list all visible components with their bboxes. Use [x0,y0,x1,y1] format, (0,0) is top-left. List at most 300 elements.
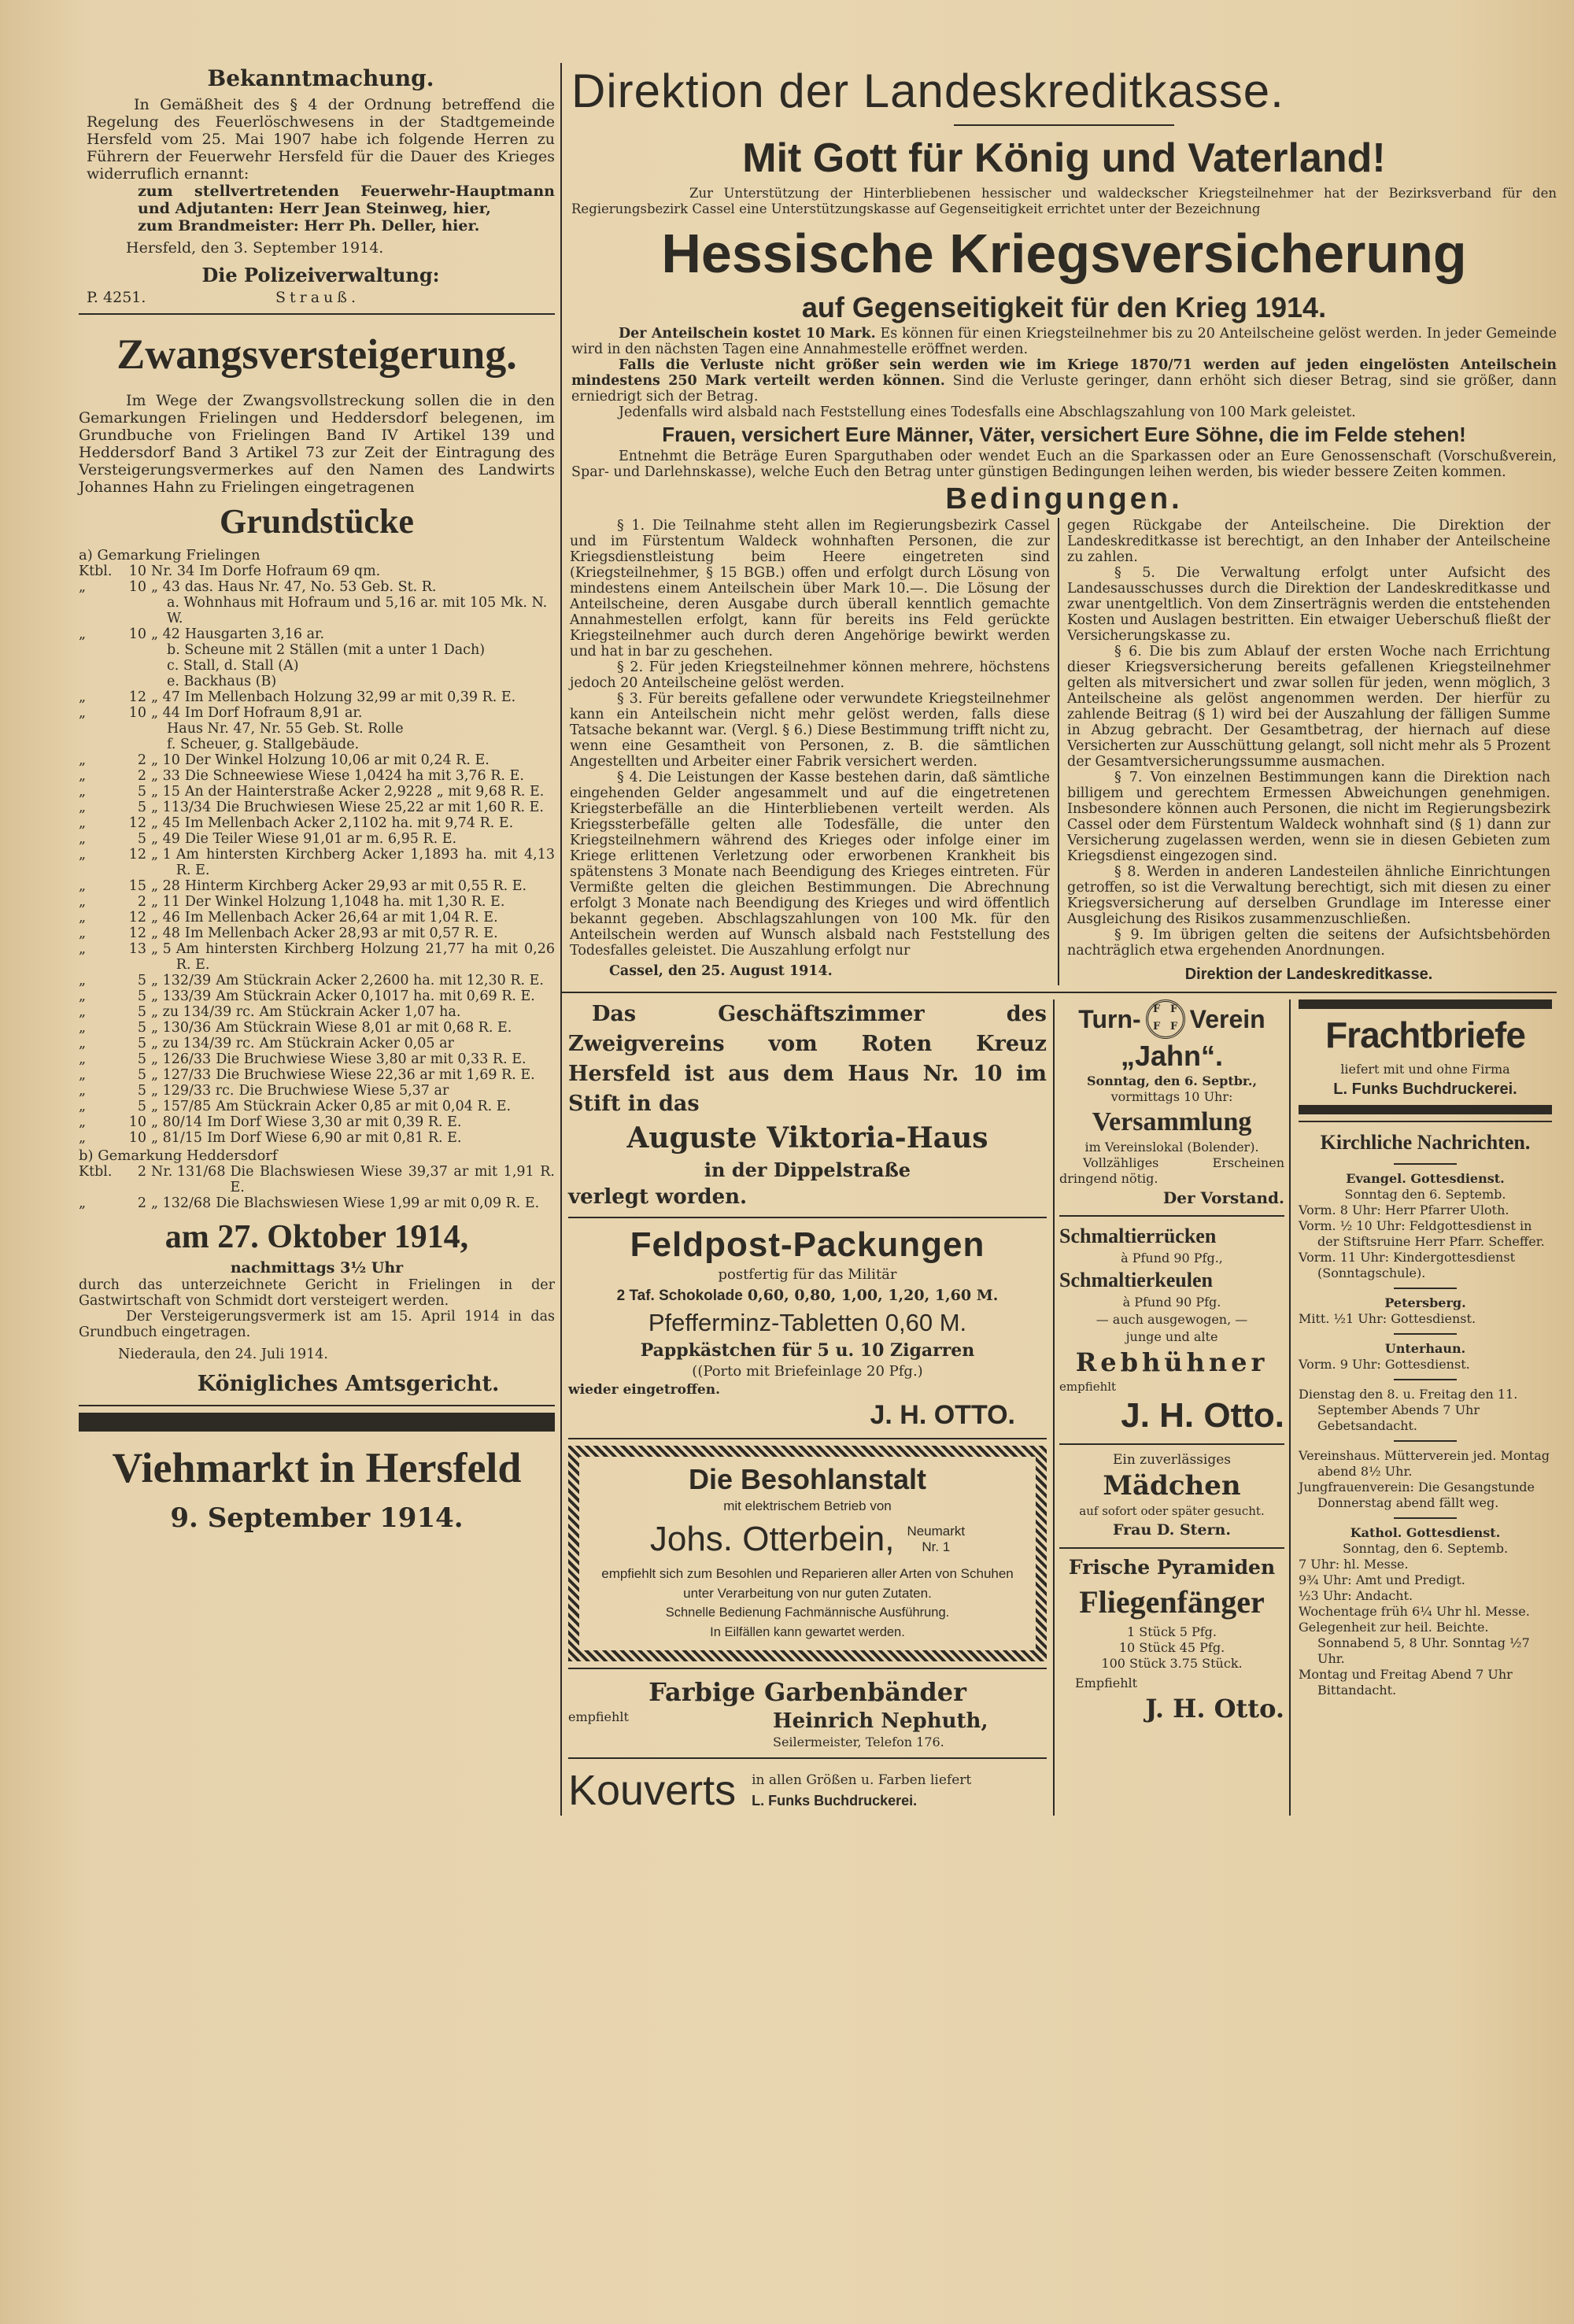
property-description: Im Mellenbach Acker 2,1102 ha. mit 9,74 R. E. [184,815,514,831]
divider [1394,1333,1457,1335]
address-street: Neumarkt [907,1524,966,1539]
property-ditto: „ [79,626,87,642]
divider [1394,1440,1457,1442]
property-entry [79,1083,555,1099]
conditions-right-column [1059,518,1557,985]
section-heading: b) Gemarkung Heddersdorf [79,1147,278,1164]
divider [1299,1121,1552,1122]
club-title-left: Turn- [1078,1005,1141,1033]
paragraph: Es können für einen Kriegsteilnehmer bis zu 20 Anteilscheine gelöst werden. In jeder Gemeinde wird in den nächsten Tagen eine Annahmestelle eröffnet werden. [571,326,1557,357]
paragraph: Jedenfalls wird alsbald nach Feststellung eines Todesfalls eine Abschlagszahlung von 100 Mark geleistet. [619,405,1356,420]
divider [1059,1443,1284,1445]
signature: Strauß. [275,289,360,306]
property-entry [79,1020,555,1036]
property-sub-item: c. Stall, d. Stall (A) [167,658,299,674]
property-map-sheet: 5 [137,1036,146,1051]
feldpost-title: Feldpost-Packungen [630,1225,985,1264]
property-ditto: „ [79,815,87,831]
property-map-sheet: 13 [128,941,146,957]
property-description: Die Bruchwiese Wiese 3,80 ar mit 0,33 R. E. [216,1051,527,1067]
war-insurance-notice [562,63,1557,518]
maid-intro: Ein zuverlässiges [1112,1452,1232,1468]
property-ditto: „ [79,1130,87,1146]
divider [568,1438,1047,1439]
divider [79,313,555,315]
property-ditto: „ [79,941,87,957]
auction-time: nachmittags 3½ Uhr [230,1259,404,1277]
property-description: Im Dorf Wiese 6,90 ar mit 0,81 R. E. [207,1130,462,1146]
property-map-sheet: 5 [137,800,146,815]
appeal: Frauen, versichert Eure Männer, Väter, versichert Eure Söhne, die im Felde stehen! [662,423,1466,446]
game-price: à Pfund 90 Pfg., [1121,1251,1223,1265]
game-note: junge und alte [1125,1329,1218,1344]
divider [568,1668,1047,1669]
property-list [79,563,555,1146]
appointment: zum Brandmeister: Herr Ph. Deller, hier. [138,217,480,235]
property-entry [79,878,555,894]
property-ditto: „ [79,800,87,815]
property-description: Am Stückrain Acker 1,07 ha. [259,1004,461,1020]
court-signature: Königliches Amtsgericht. [197,1372,500,1396]
chocolate-prices: 0,60, 0,80, 1,00, 1,20, 1,60 M. [747,1287,999,1304]
property-sub-item: Haus Nr. 47, Nr. 55 Geb. St. Rolle [167,721,404,737]
service-line: Sonntag, den 6. Septemb. [1342,1541,1509,1556]
property-ditto: „ [79,910,87,926]
property-description: Der Winkel Holzung 1,1048 ha. mit 1,30 R. E. [184,894,505,910]
payout-estimate: Falls die Verluste nicht größer sein werden wie im Kriege 1870/71 werden auf jeden eingelösten Anteilschein mindestens 250 Mark verteilt werden können. [571,357,1557,389]
property-map-sheet: 10 [128,1130,146,1146]
property-ditto: „ [79,847,87,863]
property-ditto: „ [79,831,87,847]
condition-paragraph: § 9. Im übrigen gelten die seitens der Aufsichtsbehörden nachträglich etwa ergehenden Anordnungen. [1067,927,1550,959]
divider [1059,1547,1284,1549]
property-map-sheet: 5 [137,1083,146,1099]
property-map-sheet: 10 [128,563,146,579]
property-ditto: „ [79,973,87,988]
property-description: Die Bruchwiesen Wiese 25,22 ar mit 1,60 R. E. [216,800,544,815]
service-line: Mitt. ½1 Uhr: Gottesdienst. [1299,1311,1476,1326]
property-map-sheet: 2 [137,894,146,910]
property-description: Hausgarten 3,16 ar. [184,626,325,642]
property-ditto: „ [79,768,87,784]
divider [79,1405,555,1406]
property-parcel-number: „ zu 134/39 rc. [151,1036,255,1051]
auction-subtitle: Grundstücke [220,502,414,541]
auction-note: Der Versteigerungsvermerk ist am 15. April 1914 in das Grundbuch eingetragen. [79,1309,555,1340]
auction-date: am 27. Oktober 1914, [164,1219,469,1255]
feldpost-subtitle: postfertig für das Militär [718,1266,897,1283]
property-parcel-number: „ 127/33 [151,1067,212,1083]
chocolate-label: 2 Taf. Schokolade [616,1288,743,1304]
shoe-repair-sub: mit elektrischem Betrieb von [723,1498,892,1513]
shoe-repair-service-note: Schnelle Bedienung Fachmännische Ausführung. [665,1605,950,1620]
paragraph: Entnehmt die Beträge Euren Sparguthaben oder wendet Euch an die Sparkassen oder an Eure Genossenschaft (Vorschußverein, Spar- und Darlehnskasse), welche Euch den Betrag unter günstigen Bedingungen leihen werden, bis wieder bessere Zeiten kommen. [571,449,1557,480]
property-parcel-number: „ 43 [151,579,180,595]
property-description: Im Mellenbach Acker 26,64 ar mit 1,04 R. E. [184,910,498,926]
game-meat-ad [1059,1223,1284,1437]
right-region [560,63,1557,1816]
service-line: Vorm. 8 Uhr: Herr Pfarrer Uloth. [1299,1203,1509,1217]
cigar-boxes: Pappkästchen für 5 u. 10 Zigarren [640,1340,975,1361]
property-entry [79,1004,555,1020]
property-map-sheet: 5 [137,1067,146,1083]
property-entry [79,1051,555,1067]
service-heading: Evangel. Gottesdienst. [1346,1171,1505,1186]
heavy-divider [1299,1105,1552,1114]
church-news [1299,1129,1552,1698]
property-parcel-number: „ 5 [151,941,172,957]
service-line: Montag und Freitag Abend 7 Uhr Bittandacht. [1299,1667,1513,1698]
property-entry [79,1195,555,1211]
property-description: Die Bruchwiese Wiese 22,36 ar mit 1,69 R. E. [216,1067,535,1083]
freight-letters-ad [1299,999,1552,1114]
maid-text: auf sofort oder später gesucht. [1079,1504,1265,1518]
property-entry [79,926,555,941]
condition-paragraph: § 2. Für jeden Kriegsteilnehmer können mehrere, höchstens jedoch 20 Anteilscheine gelöst werden. [570,660,1050,691]
property-description: Im Mellenbach Acker 28,93 ar mit 0,57 R. E. [184,926,498,941]
property-map-sheet: 5 [137,1099,146,1114]
service-line: ½3 Uhr: Andacht. [1299,1588,1413,1603]
condition-paragraph: § 3. Für bereits gefallene oder verwundete Kriegsteilnehmer kann ein Anteilschein nicht mehr gelöst werden, falls diese Tatsache bekannt war. (Vergl. § 6.) Diese Bestimmung trifft nicht zu, wenn eine Gesamtheit von Personen, z. B. die sämtlichen Angestellten und Arbeiter einer Fabrik versichert werden. [570,691,1050,770]
flypaper-ad [1059,1555,1284,1725]
service-line: Dienstag den 8. u. Freitag den 11. September Abends 7 Uhr Gebetsandacht. [1299,1387,1518,1433]
envelopes-title: Kouverts [568,1767,737,1814]
meeting-title: Versammlung [1092,1107,1252,1136]
freight-title: Frachtbriefe [1325,1014,1525,1055]
property-ditto: „ [79,894,87,910]
property-map-sheet: 2 [137,1195,146,1211]
cattle-market-title: Viehmarkt in Hersfeld [112,1444,522,1491]
property-description: Am Stückrain Acker 0,1017 ha. mit 0,69 R. E. [216,988,535,1004]
peppermint-price: Pfefferminz-Tabletten 0,60 M. [648,1309,967,1336]
property-description: Im Dorf Hofraum 8,91 ar. [184,705,363,721]
condition-paragraph: § 6. Die bis zum Ablauf der ersten Woche nach Errichtung dieser Kriegsversicherung bereits gefallenen Kriegsteilnehmer gelten als mitversichert und zwar sollen für jeden, wenn möglich, 3 Anteilscheine als gelöst angenommen werden. Der hierfür zu zahlende Beitrag (§ 1) wird bei der Auszahlung der fälligen Summe in Abzug gebracht. Der Gesamtbetrag, der hiernach auf diese Versicherten zur Ausschüttung gelangt, soll nicht mehr als 5 Prozent der Gesamtversicherungssumme ausmachen. [1067,644,1550,770]
club-signature: Der Vorstand. [1162,1188,1284,1207]
divider [1394,1163,1457,1165]
cattle-market-date: 9. September 1914. [170,1502,464,1534]
envelopes-ad [568,1765,1047,1816]
address-number: Nr. 1 [922,1539,951,1554]
red-cross-house: Auguste Viktoria-Haus [626,1121,988,1155]
property-description: Die Blachswiesen Wiese 1,99 ar mit 0,09 R. E. [216,1195,540,1211]
property-description: Hinterm Kirchberg Acker 29,93 ar mit 0,55 R. E. [184,878,527,894]
property-parcel-number: „ 10 [151,752,180,768]
property-entry [79,1036,555,1051]
conditions-title: Bedingungen. [945,482,1183,515]
game-price: à Pfund 90 Pfg. [1122,1295,1221,1310]
property-map-sheet: 12 [128,815,146,831]
service-heading: Kathol. Gottesdienst. [1350,1525,1501,1540]
property-entry [79,831,555,847]
property-ditto: „ [79,1083,87,1099]
property-ditto: Ktbl. [79,563,113,579]
property-ditto: „ [79,752,87,768]
property-ditto: „ [79,1195,87,1211]
sheaf-bands-contact: Seilermeister, Telefon 176. [773,1735,944,1749]
service-line: Wochentage früh 6¼ Uhr hl. Messe. [1299,1604,1530,1619]
property-description: Am Stückrain Acker 0,05 ar [259,1036,454,1051]
condition-paragraph: § 4. Die Leistungen der Kasse bestehen darin, daß sämtliche eingehenden Gelder angesammelt und auf die eingetretenen Kriegsterbefälle an die Hinterbliebenen verteilt werden. Als Kriegssterbefälle gelten alle Todesfälle, die unter den Kriegsteilnehmern während des Krieges oder infolge einer im Kriege erlittenen Verletzung oder erworbenen Krankheit bis spätenstens 3 Monate nach Beendigung des Krieges eintreten. Für Vermißte gelten die gleichen Bestimmungen. Die Abrechnung erfolgt 3 Monate nach Beendigung des Krieges und wird öffentlich bekannt gegeben. Abschlagszahlungen von 100 Mk. für den Anteilschein werden auf Wunsch alsbald nach Feststellung des Todesfalles geleistet. Die Auszahlung erfolgt nur [570,770,1050,959]
restocked: wieder eingetroffen. [568,1382,721,1398]
service-heading: Petersberg. [1384,1295,1466,1310]
property-parcel-number: „ 132/68 [151,1195,212,1211]
firm-name: J. H. Otto. [1145,1694,1284,1724]
condition-paragraph: § 7. Von einzelnen Bestimmungen kann die Direktion nach billigem und gerechtem Ermessen Abweichungen genehmigen. Insbesondere können auch Personen, die nicht im Regierungsbezirk Cassel oder dem Fürstentum Waldeck wohnhaft sind (§ 1) dann zur Versicherung zugelassen werden, wenn sie in diesen Gebieten zum Kriegsdienst eingezogen sind. [1067,770,1550,864]
insurance-title: Hessische Kriegsversicherung [661,223,1467,284]
property-ditto: „ [79,705,87,721]
property-parcel-number: „ 46 [151,910,180,926]
property-description: das. Haus Nr. 47, No. 53 Geb. St. R. [184,579,437,595]
meeting-date: Sonntag, den 6. Septbr., [1086,1073,1258,1088]
feldpost-ad [568,1225,1047,1432]
property-parcel-number: „ zu 134/39 rc. [151,1004,255,1020]
service-line: Vorm. 9 Uhr: Gottesdienst. [1299,1357,1470,1372]
announcement-fire-brigade [79,65,555,307]
auction-place-date: Niederaula, den 24. Juli 1914. [118,1347,328,1362]
property-description: Am Stückrain Wiese 8,01 ar mit 0,68 R. E. [216,1020,512,1036]
service-line: Vereinshaus. Mütterverein jed. Montag abend 8½ Uhr. [1299,1448,1550,1479]
sheaf-bands-seller: Heinrich Nephuth, [773,1709,988,1733]
auction-title: Zwangsversteigerung. [116,331,517,378]
property-parcel-number: „ 42 [151,626,180,642]
flypaper-intro: Frische Pyramiden [1068,1556,1276,1579]
service-line: Vorm. 11 Uhr: Kindergottesdienst (Sonntagschule). [1299,1250,1515,1280]
red-cross-moved: verlegt worden. [568,1185,748,1209]
service-heading: Unterhaun. [1384,1341,1466,1356]
property-entry [79,941,555,973]
property-map-sheet: 2 [137,768,146,784]
property-entry [79,1099,555,1114]
condition-paragraph: § 8. Werden in anderen Landesteilen ähnliche Einrichtungen getroffen, so ist die Verwaltung berechtigt, sich mit diesen zu einer Kriegsversicherung auf derselben Grundlage im Interesse einer Ausgleichung des Risikos zusammenzuschließen. [1067,864,1550,927]
property-parcel-number: „ 132/39 [151,973,212,988]
property-ditto: „ [79,1067,87,1083]
property-parcel-number: Nr. 131/68 [151,1164,226,1180]
maid-contact: Frau D. Stern. [1113,1521,1231,1539]
red-cross-street: in der Dippelstraße [704,1158,911,1181]
church-news-title: Kirchliche Nachrichten. [1320,1131,1531,1154]
shoe-repair-ad [568,1446,1047,1661]
property-description: Im Dorfe Hofraum 69 qm. [199,563,381,579]
divider [1394,1379,1457,1380]
maid-title: Mädchen [1103,1470,1241,1502]
property-map-sheet: 12 [128,847,146,863]
property-parcel-number: „ 133/39 [151,988,212,1004]
sheaf-bands-title: Farbige Garbenbänder [648,1677,966,1707]
section-heading: a) Gemarkung Frielingen [79,547,260,563]
insurance-subtitle: auf Gegenseitigkeit für den Krieg 1914. [801,291,1327,323]
property-ditto: „ [79,926,87,941]
property-map-sheet: 12 [128,910,146,926]
property-parcel-number: „ 113/34 [151,800,212,815]
red-cross-text: Das Geschäftszimmer des Zweigvereins vom Roten Kreuz Hersfeld ist aus dem Haus Nr. 10 im Stift in das [568,1002,1047,1116]
property-description: Am hintersten Kirchberg Acker 1,1893 ha. mit 4,13 R. E. [176,847,555,878]
property-description: Im Dorf Wiese 3,30 ar mit 0,39 R. E. [207,1114,462,1130]
property-sub-item: b. Scheune mit 2 Ställen (mit a unter 1 Dach) [167,642,486,658]
appointment: zum stellvertretenden Feuerwehr-Hauptmann und Adjutanten: Herr Jean Steinweg, hier, [138,183,555,217]
property-ditto: „ [79,878,87,894]
property-ditto: „ [79,1020,87,1036]
property-description: Am Stückrain Acker 2,2600 ha. mit 12,30 R. E. [216,973,544,988]
property-map-sheet: 12 [128,926,146,941]
property-entry [79,563,555,579]
property-list [79,1164,555,1211]
property-ditto: „ [79,1114,87,1130]
property-ditto: „ [79,1004,87,1020]
property-ditto: „ [79,1051,87,1067]
property-entry [79,626,555,689]
divider [568,1757,1047,1759]
property-entry [79,1114,555,1130]
share-price: Der Anteilschein kostet 10 Mark. [619,326,876,342]
property-map-sheet: 5 [137,784,146,800]
recommends-label: empfiehlt [1059,1380,1117,1394]
property-ditto: Ktbl. [79,1164,113,1180]
conditions-signature: Direktion der Landeskreditkasse. [1184,966,1433,983]
meeting-time: vormittags 10 Uhr: [1110,1089,1233,1104]
divider [562,992,1557,993]
property-parcel-number: „ 126/33 [151,1051,212,1067]
property-entry [79,1130,555,1146]
announcement-date: Hersfeld, den 3. September 1914. [126,239,384,257]
property-map-sheet: 5 [137,1020,146,1036]
red-cross-notice [568,999,1047,1210]
issuer-header: Direktion der Landeskreditkasse. [571,65,1284,117]
property-parcel-number: „ 47 [151,689,180,705]
turner-cross-emblem-icon: F F F F [1146,999,1185,1039]
property-parcel-number: „ 44 [151,705,180,721]
property-entry [79,752,555,768]
property-entry [79,784,555,800]
property-map-sheet: 2 [137,1164,146,1180]
property-ditto: „ [79,1036,87,1051]
property-description: Am Stückrain Acker 0,85 ar mit 0,04 R. E. [216,1099,512,1114]
property-entry [79,1164,555,1195]
property-sub-item: f. Scheuer, g. Stallgebäude. [167,737,360,752]
property-entry [79,768,555,784]
firm-name: J. H. OTTO. [870,1400,1015,1430]
property-entry [79,705,555,752]
firm-name: J. H. Otto. [1121,1396,1284,1435]
property-ditto: „ [79,689,87,705]
property-map-sheet: 10 [128,626,146,642]
property-map-sheet: 10 [128,705,146,721]
property-description: Am hintersten Kirchberg Holzung 21,77 ha mit 0,26 R. E. [176,941,555,973]
property-description: Die Schneewiese Wiese 1,0424 ha mit 3,76 R. E. [184,768,524,784]
maid-wanted-ad [1059,1451,1284,1541]
envelopes-seller: L. Funks Buchdruckerei. [752,1793,918,1809]
property-entry [79,894,555,910]
property-parcel-number: „ 80/14 [151,1114,203,1130]
club-name: „Jahn“. [1120,1040,1224,1072]
property-entry [79,815,555,831]
property-entry [79,973,555,988]
property-sub-item: a. Wohnhaus mit Hofraum und 5,16 ar. mit 105 Mk. N. W. [167,595,548,626]
flypaper-title: Fliegenfänger [1079,1584,1265,1620]
heavy-divider [79,1413,555,1432]
flypaper-price: 1 Stück 5 Pfg. [1127,1624,1217,1639]
postage-note: ((Porto mit Briefeinlage 20 Pfg.) [692,1363,923,1380]
ads-column-right [1291,999,1557,1816]
shoe-repair-owner: Johs. Otterbein, [649,1520,895,1558]
club-title-right: Verein [1189,1005,1265,1033]
flypaper-price: 10 Stück 45 Pfg. [1118,1640,1225,1655]
property-map-sheet: 5 [137,831,146,847]
condition-paragraph: § 5. Die Verwaltung erfolgt unter Aufsicht des Landesausschusses durch die Direktion der Landeskreditkasse und zwar unentgeltlich. Von dem Zinserträgnis werden die entstehenden Kosten und Auslagen bestritten. Ein etwaiger Ueberschuß fließt der Versicherungskasse zu. [1067,565,1550,644]
freight-text: liefert mit und ohne Firma [1340,1062,1510,1077]
property-description: An der Hainterstraße Acker 2,9228 „ mit 9,68 R. E. [184,784,545,800]
announcement-text: In Gemäßheit des § 4 der Ordnung betreffend die Regelung des Feuerlöschwesens in der Stadtgemeinde Hersfeld vom 25. Mai 1907 habe ich folgende Herren zu Führern der Feuerwehr Hersfeld für die Dauer des Krieges widerruflich ernannt: [87,96,555,183]
auction-notice [79,321,555,1398]
property-entry [79,988,555,1004]
property-parcel-number: „ 1 [151,847,172,863]
meeting-note: Vollzähliges Erscheinen dringend nötig. [1059,1155,1284,1186]
property-parcel-number: „ 157/85 [151,1099,212,1114]
divider [954,124,1174,126]
game-item: Rebhühner [1075,1347,1269,1377]
property-sub-item: e. Backhaus (B) [167,674,277,689]
property-description: Die Blachswiesen Wiese 39,37 ar mit 1,91 R. E. [230,1164,555,1195]
property-ditto: „ [79,1099,87,1114]
property-parcel-number: „ 81/15 [151,1130,203,1146]
property-parcel-number: Nr. 34 [151,563,195,579]
left-column [79,65,555,1535]
condition-paragraph: § 1. Die Teilnahme steht allen im Regierungsbezirk Cassel und im Fürstentum Waldeck wohnhaften Personen, die zur Kriegsdienstleistung beim Heere eingetreten sind (Kriegsteilnehmer, § 15 BGB.) offen und erfolgt durch Lösung von mindestens einem Anteilschein über Mark 10.—. Die Lösung der Anteilscheine, deren Ausgabe durch überall kenntlich gemachte Annahmestellen erfolgt, kann für bereits ins Feld gerückte Kriegsteilnehmer auch durch deren Angehörige bewirkt werden und hat in bar zu geschehen. [570,518,1050,660]
freight-printer: L. Funks Buchdruckerei. [1333,1081,1517,1098]
shoe-repair-services: empfiehlt sich zum Besohlen und Reparieren aller Arten von Schuhen unter Verarbeitung von nur guten Zutaten. [601,1566,1014,1601]
property-map-sheet: 5 [137,1004,146,1020]
property-parcel-number: „ 28 [151,878,180,894]
property-parcel-number: „ 129/33 rc. [151,1083,235,1099]
gym-club-notice [1059,999,1284,1209]
recommends-label: Empfiehlt [1075,1676,1138,1690]
property-description: Die Bruchwiese Wiese 5,37 ar [238,1083,449,1099]
property-parcel-number: „ 130/36 [151,1020,212,1036]
game-item: Schmaltierkeulen [1059,1269,1213,1291]
service-line: Sonntag den 6. Septemb. [1344,1187,1506,1202]
property-entry [79,910,555,926]
cattle-market-notice [79,1438,555,1535]
game-item: Schmaltierrücken [1059,1225,1217,1247]
property-map-sheet: 2 [137,752,146,768]
divider [1059,1215,1284,1217]
property-map-sheet: 15 [128,878,146,894]
game-note: — auch ausgewogen, — [1096,1312,1248,1327]
property-parcel-number: „ 49 [151,831,180,847]
insurance-intro: Zur Unterstützung der Hinterbliebenen hessischer und waldeckscher Kriegsteilnehmer hat der Bezirksverband für den Regierungsbezirk Cassel eine Unterstützungskasse auf Gegenseitigkeit errichtet unter der Bezeichnung [571,186,1557,216]
announcement-title: Bekanntmachung. [207,65,434,91]
service-line: Jungfrauenverein: Die Gesangstunde Donnerstag abend fällt weg. [1299,1480,1535,1510]
shoe-repair-title: Die Besohlanstalt [688,1463,927,1495]
envelopes-text: in allen Größen u. Farben liefert [752,1772,972,1788]
ads-column-left [562,999,1055,1816]
property-entry [79,800,555,815]
property-ditto: „ [79,784,87,800]
property-ditto: „ [79,579,87,595]
divider [1394,1517,1457,1519]
reference-number: P. 4251. [87,289,146,306]
property-description: Die Teiler Wiese 91,01 ar m. 6,95 R. E. [184,831,457,847]
service-line: 7 Uhr: hl. Messe. [1299,1557,1409,1572]
property-map-sheet: 10 [128,1114,146,1130]
divider [568,1217,1047,1218]
service-line: 9¾ Uhr: Amt und Predigt. [1299,1572,1465,1587]
heavy-divider [1299,999,1552,1009]
service-line: Vorm. ½ 10 Uhr: Feldgottesdienst in der Stiftsruine Herr Pfarr. Scheffer. [1299,1218,1545,1249]
property-ditto: „ [79,988,87,1004]
service-line: Gelegenheit zur heil. Beichte. Sonnabend 5, 8 Uhr. Sonntag ½7 Uhr. [1299,1620,1530,1666]
property-map-sheet: 12 [128,689,146,705]
property-entry [79,1067,555,1083]
